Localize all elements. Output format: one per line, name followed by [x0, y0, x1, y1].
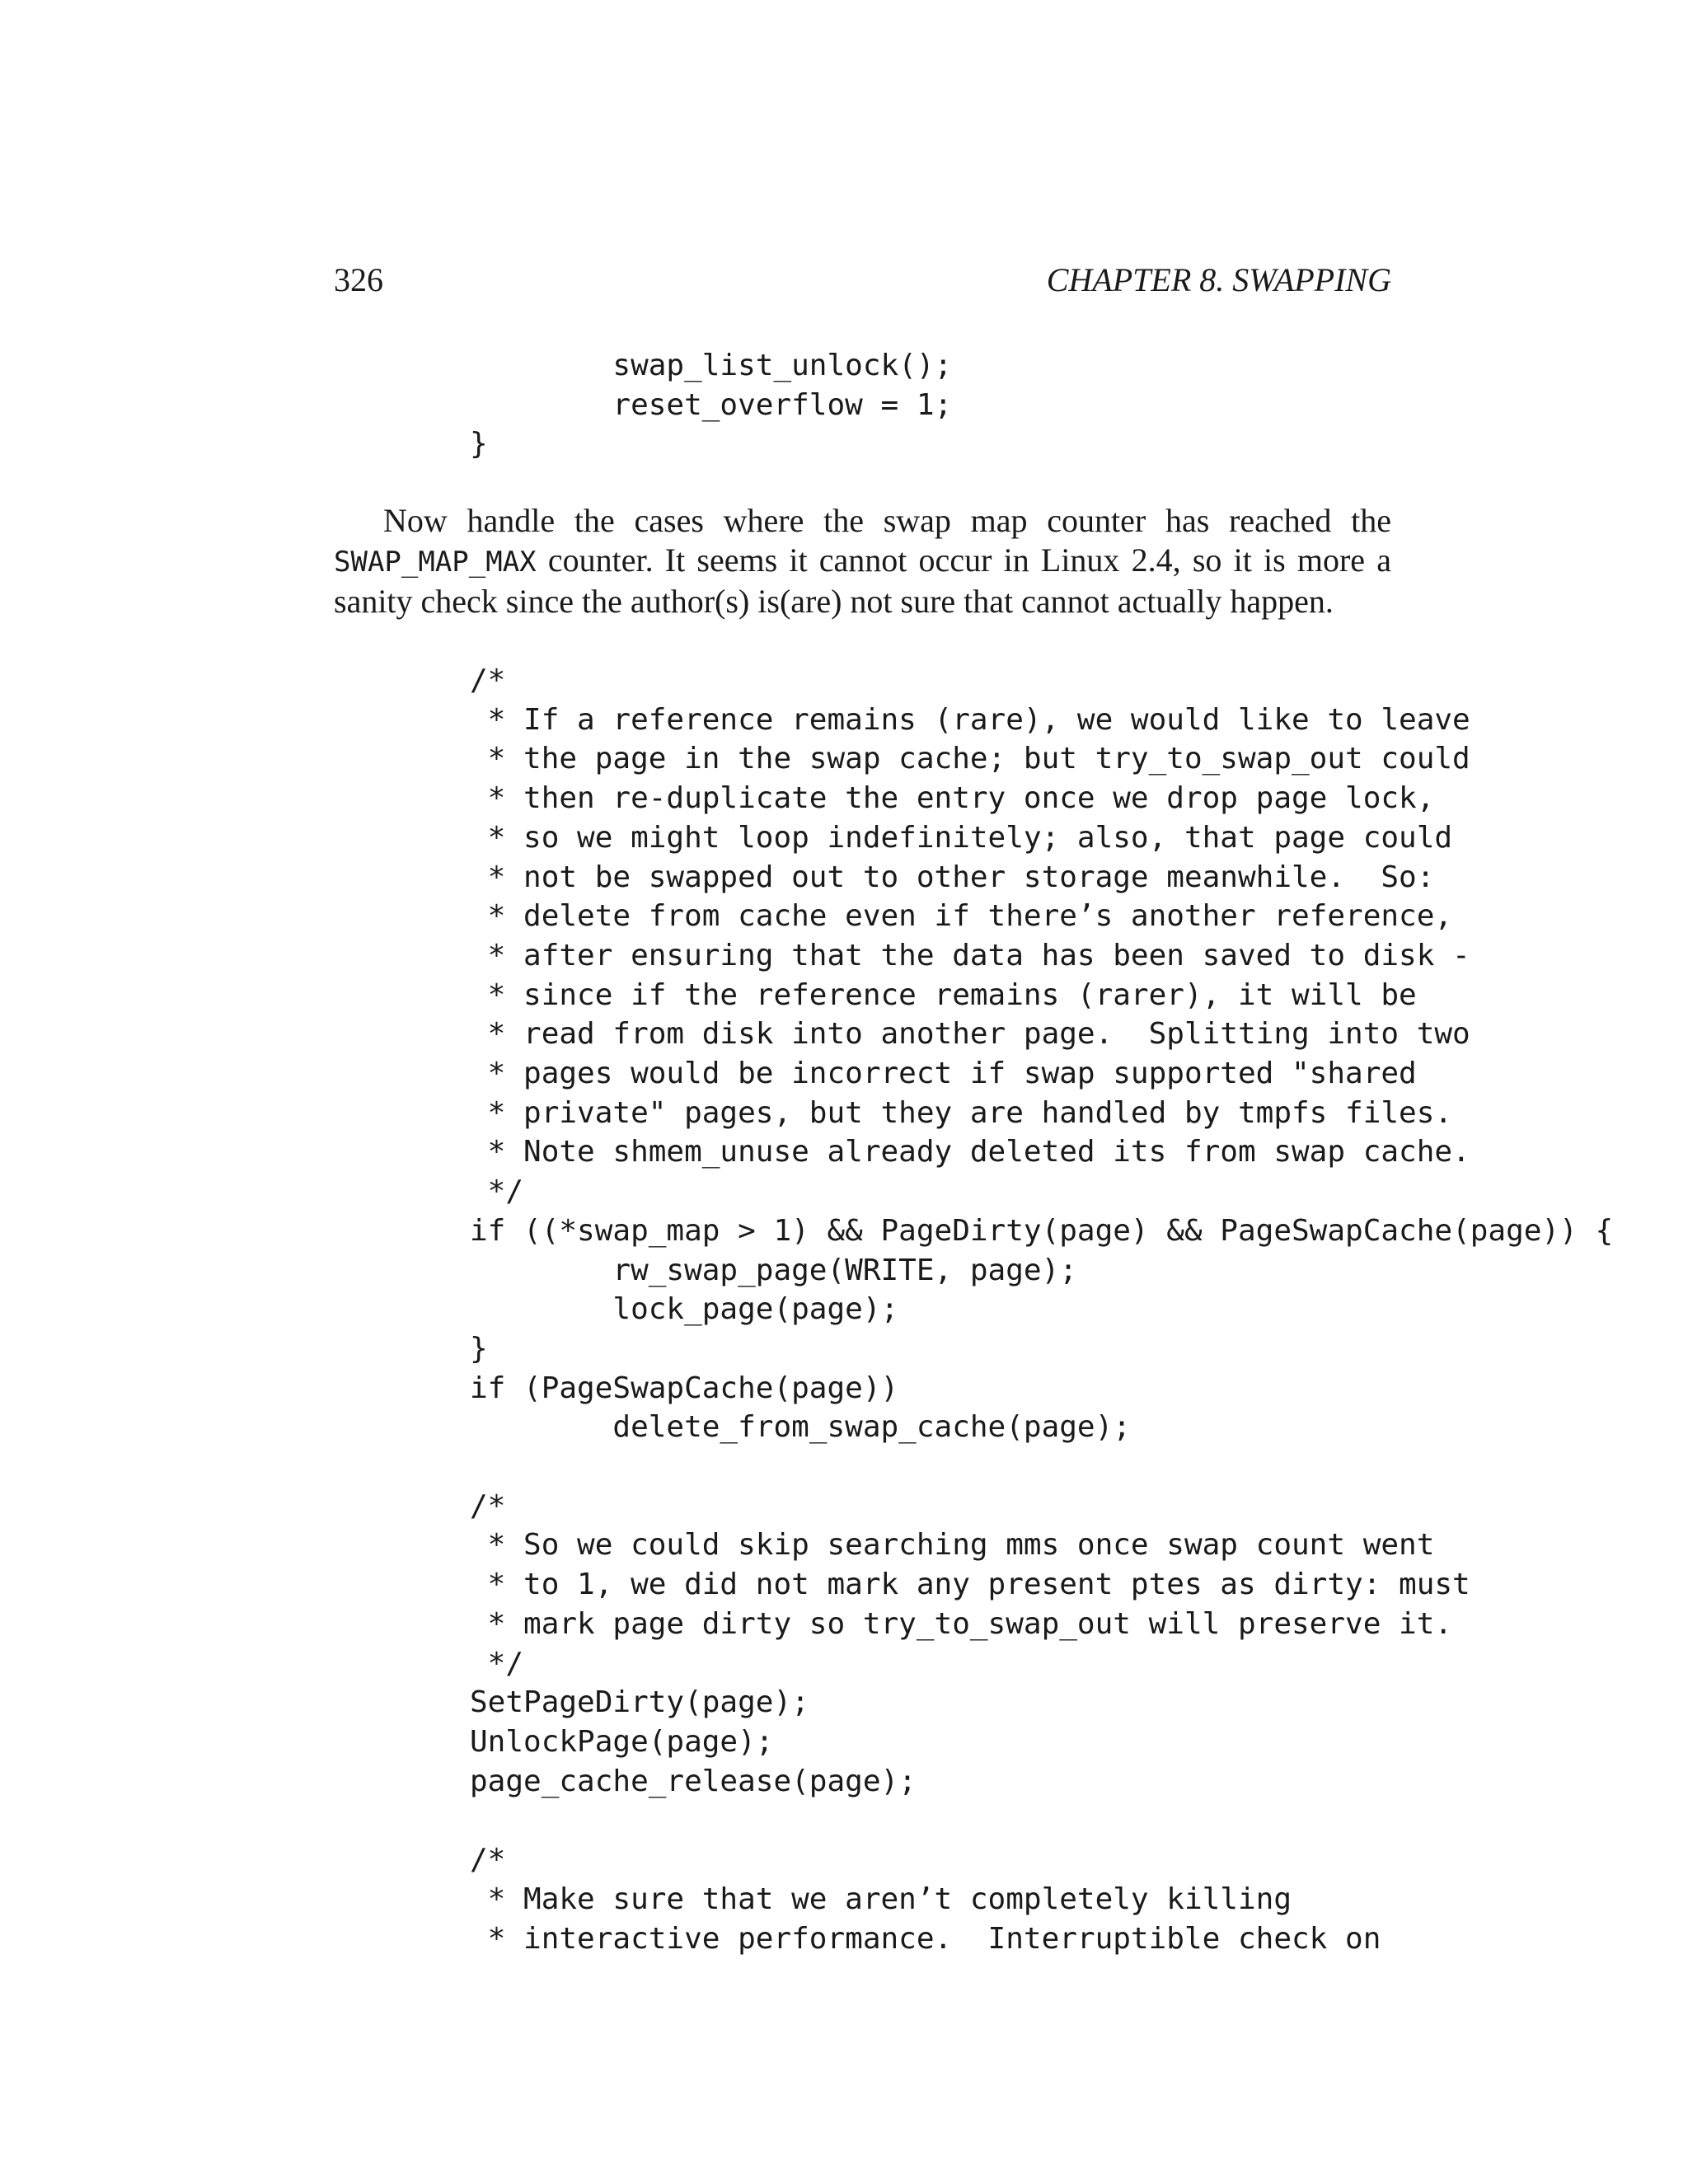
paragraph-text-end: counter. It seems it cannot occur in Linux 2.4, so it is more a sanity check since the author(s) is(are) not sure that cannot actually happen.: [334, 541, 1391, 620]
paragraph-text-start: Now handle the cases where the swap map counter has reached the: [383, 502, 1391, 539]
body-paragraph: [334, 501, 1391, 621]
code-listing-main: /* * If a reference remains (rare), we would like to leave * the page in the swap cache; but try_to_swap_out could * then re-duplicate the entry once we drop page lock, * so we might loop indefinitely; also, that page could * not be swapped out to other storage meanwhile. So: * delete from cache even if there’s another reference, * after ensuring that the data has been saved to disk - * since if the reference remains (rarer), it will be * read from disk into another page. Splitting into two * pages would be incorrect if swap supported "shared * private" pages, but they are handled by tmpfs files. * Note shmem_unuse already deleted its from swap cache. */ if ((*swap_map > 1) && PageDirty(page) && PageSwapCache(page)) { rw_swap_page(WRITE, page); lock_page(page); } if (PageSwapCache(page)) delete_from_swap_cache(page); /* * So we could skip searching mms once swap count went * to 1, we did not mark any present ptes as dirty: must * mark page dirty so try_to_swap_out will preserve it. */ SetPageDirty(page); UnlockPage(page); page_cache_release(page); /* * Make sure that we aren’t completely killing * interactive performance. Interruptible check on: [470, 663, 1614, 1956]
page-number: 326: [334, 261, 383, 298]
chapter-running-head: CHAPTER 8. SWAPPING: [1046, 261, 1391, 298]
inline-code-term: SWAP_MAP_MAX: [334, 546, 537, 579]
page-header: [334, 260, 1391, 302]
code-listing-top: swap_list_unlock(); reset_overflow = 1; }: [470, 349, 953, 462]
